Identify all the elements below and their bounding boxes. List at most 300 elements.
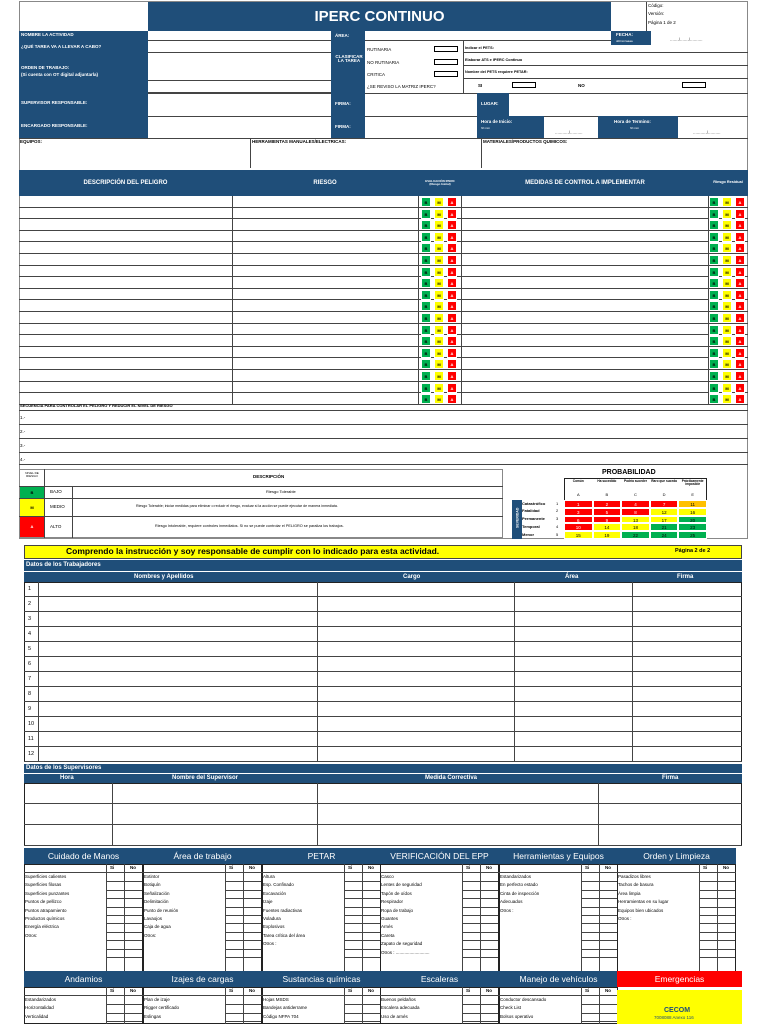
no-checkbox[interactable]: [600, 899, 616, 906]
si-checkbox[interactable]: [107, 949, 123, 956]
si-checkbox[interactable]: [463, 932, 479, 939]
si-checkbox[interactable]: [700, 932, 716, 939]
no-checkbox[interactable]: [244, 941, 260, 948]
eval-b-chip[interactable]: B: [421, 209, 431, 219]
eval-m-chip[interactable]: M: [434, 301, 444, 311]
no-checkbox[interactable]: [600, 1013, 616, 1020]
no-checkbox[interactable]: [125, 924, 141, 931]
si-checkbox[interactable]: [700, 899, 716, 906]
no-checkbox[interactable]: [481, 924, 497, 931]
si-checkbox[interactable]: [463, 882, 479, 889]
no-checkbox[interactable]: [363, 916, 379, 923]
eval-b-chip[interactable]: B: [421, 359, 431, 369]
worker-row[interactable]: [24, 672, 742, 687]
step-2[interactable]: 2.-: [20, 429, 26, 434]
si-checkbox[interactable]: [582, 924, 598, 931]
hazard-row[interactable]: [19, 277, 748, 289]
residual-m-chip[interactable]: M: [722, 267, 732, 277]
si-checkbox[interactable]: [107, 941, 123, 948]
eval-b-chip[interactable]: B: [421, 197, 431, 207]
residual-a-chip[interactable]: A: [735, 197, 745, 207]
no-checkbox[interactable]: [244, 924, 260, 931]
residual-b-chip[interactable]: B: [709, 267, 719, 277]
residual-a-chip[interactable]: A: [735, 220, 745, 230]
no-checkbox[interactable]: [363, 1013, 379, 1020]
no-checkbox[interactable]: [600, 882, 616, 889]
no-checkbox[interactable]: [363, 997, 379, 1004]
si-checkbox[interactable]: [107, 916, 123, 923]
no-checkbox[interactable]: [363, 899, 379, 906]
no-checkbox[interactable]: [481, 997, 497, 1004]
no-checkbox[interactable]: [363, 882, 379, 889]
eval-a-chip[interactable]: A: [447, 313, 457, 323]
no-checkbox[interactable]: [125, 907, 141, 914]
matriz-si-checkbox[interactable]: [512, 82, 536, 88]
no-checkbox[interactable]: [481, 916, 497, 923]
nombre-actividad-field[interactable]: [148, 31, 331, 41]
residual-a-chip[interactable]: A: [735, 348, 745, 358]
residual-b-chip[interactable]: B: [709, 209, 719, 219]
worker-row[interactable]: [24, 747, 742, 762]
no-checkbox[interactable]: [244, 932, 260, 939]
no-checkbox[interactable]: [125, 941, 141, 948]
hazard-row[interactable]: [19, 231, 748, 243]
worker-row[interactable]: [24, 657, 742, 672]
si-checkbox[interactable]: [700, 949, 716, 956]
no-checkbox[interactable]: [481, 882, 497, 889]
si-checkbox[interactable]: [463, 924, 479, 931]
si-checkbox[interactable]: [463, 949, 479, 956]
no-checkbox[interactable]: [244, 874, 260, 881]
si-checkbox[interactable]: [226, 874, 242, 881]
si-checkbox[interactable]: [345, 882, 361, 889]
no-checkbox[interactable]: [600, 949, 616, 956]
hazard-row[interactable]: [19, 196, 748, 208]
eval-b-chip[interactable]: B: [421, 220, 431, 230]
si-checkbox[interactable]: [107, 924, 123, 931]
eval-a-chip[interactable]: A: [447, 209, 457, 219]
si-checkbox[interactable]: [345, 916, 361, 923]
eval-a-chip[interactable]: A: [447, 383, 457, 393]
residual-m-chip[interactable]: M: [722, 197, 732, 207]
worker-row[interactable]: [24, 687, 742, 702]
residual-b-chip[interactable]: B: [709, 359, 719, 369]
critica-checkbox[interactable]: [434, 71, 458, 77]
si-checkbox[interactable]: [463, 907, 479, 914]
residual-a-chip[interactable]: A: [735, 232, 745, 242]
no-checkbox[interactable]: [125, 932, 141, 939]
no-checkbox[interactable]: [600, 916, 616, 923]
residual-a-chip[interactable]: A: [735, 336, 745, 346]
eval-m-chip[interactable]: M: [434, 313, 444, 323]
matriz-no-checkbox[interactable]: [682, 82, 706, 88]
residual-b-chip[interactable]: B: [709, 197, 719, 207]
no-checkbox[interactable]: [244, 899, 260, 906]
hora-termino-field[interactable]: .........../..........: [693, 130, 721, 135]
worker-row[interactable]: [24, 612, 742, 627]
si-checkbox[interactable]: [226, 1005, 242, 1012]
eval-a-chip[interactable]: A: [447, 325, 457, 335]
si-checkbox[interactable]: [582, 941, 598, 948]
eval-m-chip[interactable]: M: [434, 371, 444, 381]
si-checkbox[interactable]: [226, 907, 242, 914]
no-checkbox[interactable]: [363, 949, 379, 956]
no-checkbox[interactable]: [125, 890, 141, 897]
eval-b-chip[interactable]: B: [421, 336, 431, 346]
hazard-row[interactable]: [19, 254, 748, 266]
no-checkbox[interactable]: [600, 1005, 616, 1012]
residual-b-chip[interactable]: B: [709, 232, 719, 242]
eval-m-chip[interactable]: M: [434, 383, 444, 393]
eval-m-chip[interactable]: M: [434, 348, 444, 358]
si-checkbox[interactable]: [107, 899, 123, 906]
residual-m-chip[interactable]: M: [722, 301, 732, 311]
hazard-row[interactable]: [19, 370, 748, 382]
si-checkbox[interactable]: [107, 1013, 123, 1020]
si-checkbox[interactable]: [582, 907, 598, 914]
residual-b-chip[interactable]: B: [709, 371, 719, 381]
no-checkbox[interactable]: [481, 890, 497, 897]
residual-m-chip[interactable]: M: [722, 243, 732, 253]
eval-a-chip[interactable]: A: [447, 197, 457, 207]
si-checkbox[interactable]: [700, 907, 716, 914]
no-checkbox[interactable]: [125, 949, 141, 956]
si-checkbox[interactable]: [463, 916, 479, 923]
hazard-row[interactable]: [19, 312, 748, 324]
no-checkbox[interactable]: [244, 890, 260, 897]
residual-m-chip[interactable]: M: [722, 394, 732, 404]
residual-b-chip[interactable]: B: [709, 255, 719, 265]
worker-row[interactable]: [24, 717, 742, 732]
si-checkbox[interactable]: [345, 1005, 361, 1012]
eval-m-chip[interactable]: M: [434, 255, 444, 265]
no-checkbox[interactable]: [600, 890, 616, 897]
no-rutinaria-checkbox[interactable]: [434, 59, 458, 65]
tarea-field[interactable]: [148, 41, 331, 93]
eval-a-chip[interactable]: A: [447, 359, 457, 369]
residual-a-chip[interactable]: A: [735, 301, 745, 311]
residual-a-chip[interactable]: A: [735, 383, 745, 393]
no-checkbox[interactable]: [244, 949, 260, 956]
si-checkbox[interactable]: [345, 924, 361, 931]
residual-b-chip[interactable]: B: [709, 383, 719, 393]
eval-b-chip[interactable]: B: [421, 325, 431, 335]
si-checkbox[interactable]: [345, 874, 361, 881]
eval-m-chip[interactable]: M: [434, 209, 444, 219]
eval-a-chip[interactable]: A: [447, 290, 457, 300]
no-checkbox[interactable]: [363, 924, 379, 931]
si-checkbox[interactable]: [345, 932, 361, 939]
no-checkbox[interactable]: [125, 1013, 141, 1020]
residual-b-chip[interactable]: B: [709, 394, 719, 404]
hazard-row[interactable]: [19, 300, 748, 312]
residual-m-chip[interactable]: M: [722, 371, 732, 381]
no-checkbox[interactable]: [600, 907, 616, 914]
no-checkbox[interactable]: [125, 916, 141, 923]
hazard-row[interactable]: [19, 335, 748, 347]
si-checkbox[interactable]: [582, 997, 598, 1004]
no-checkbox[interactable]: [718, 882, 734, 889]
eval-b-chip[interactable]: B: [421, 313, 431, 323]
no-checkbox[interactable]: [718, 949, 734, 956]
hazard-row[interactable]: [19, 208, 748, 220]
residual-a-chip[interactable]: A: [735, 255, 745, 265]
no-checkbox[interactable]: [244, 907, 260, 914]
si-checkbox[interactable]: [345, 941, 361, 948]
si-checkbox[interactable]: [107, 1005, 123, 1012]
eval-a-chip[interactable]: A: [447, 348, 457, 358]
residual-m-chip[interactable]: M: [722, 336, 732, 346]
residual-a-chip[interactable]: A: [735, 371, 745, 381]
residual-m-chip[interactable]: M: [722, 348, 732, 358]
si-checkbox[interactable]: [107, 874, 123, 881]
si-checkbox[interactable]: [582, 874, 598, 881]
si-checkbox[interactable]: [226, 916, 242, 923]
residual-b-chip[interactable]: B: [709, 325, 719, 335]
no-checkbox[interactable]: [718, 924, 734, 931]
step-3[interactable]: 3.-: [20, 443, 26, 448]
si-checkbox[interactable]: [463, 997, 479, 1004]
no-checkbox[interactable]: [481, 1013, 497, 1020]
residual-m-chip[interactable]: M: [722, 290, 732, 300]
eval-a-chip[interactable]: A: [447, 301, 457, 311]
residual-a-chip[interactable]: A: [735, 394, 745, 404]
supervisor-row[interactable]: [24, 783, 742, 804]
residual-a-chip[interactable]: A: [735, 209, 745, 219]
hazard-row[interactable]: [19, 266, 748, 278]
worker-row[interactable]: [24, 582, 742, 597]
eval-m-chip[interactable]: M: [434, 278, 444, 288]
no-checkbox[interactable]: [363, 890, 379, 897]
no-checkbox[interactable]: [481, 941, 497, 948]
si-checkbox[interactable]: [226, 924, 242, 931]
no-checkbox[interactable]: [600, 924, 616, 931]
si-checkbox[interactable]: [582, 932, 598, 939]
si-checkbox[interactable]: [463, 941, 479, 948]
no-checkbox[interactable]: [125, 1005, 141, 1012]
si-checkbox[interactable]: [463, 899, 479, 906]
si-checkbox[interactable]: [463, 1013, 479, 1020]
si-checkbox[interactable]: [582, 899, 598, 906]
eval-b-chip[interactable]: B: [421, 232, 431, 242]
residual-m-chip[interactable]: M: [722, 209, 732, 219]
si-checkbox[interactable]: [700, 924, 716, 931]
residual-m-chip[interactable]: M: [722, 383, 732, 393]
no-checkbox[interactable]: [718, 916, 734, 923]
residual-b-chip[interactable]: B: [709, 290, 719, 300]
residual-m-chip[interactable]: M: [722, 313, 732, 323]
no-checkbox[interactable]: [125, 882, 141, 889]
residual-b-chip[interactable]: B: [709, 301, 719, 311]
worker-row[interactable]: [24, 732, 742, 747]
eval-a-chip[interactable]: A: [447, 336, 457, 346]
no-checkbox[interactable]: [481, 932, 497, 939]
no-checkbox[interactable]: [600, 874, 616, 881]
si-checkbox[interactable]: [226, 949, 242, 956]
supervisor-row[interactable]: [24, 825, 742, 846]
si-checkbox[interactable]: [700, 890, 716, 897]
eval-a-chip[interactable]: A: [447, 220, 457, 230]
eval-b-chip[interactable]: B: [421, 383, 431, 393]
residual-m-chip[interactable]: M: [722, 325, 732, 335]
no-checkbox[interactable]: [718, 907, 734, 914]
hazard-row[interactable]: [19, 324, 748, 336]
step-4[interactable]: 4.-: [20, 457, 26, 462]
hazard-row[interactable]: [19, 347, 748, 359]
hazard-row[interactable]: [19, 289, 748, 301]
eval-a-chip[interactable]: A: [447, 255, 457, 265]
eval-m-chip[interactable]: M: [434, 267, 444, 277]
residual-a-chip[interactable]: A: [735, 313, 745, 323]
residual-a-chip[interactable]: A: [735, 243, 745, 253]
si-checkbox[interactable]: [582, 882, 598, 889]
no-checkbox[interactable]: [244, 916, 260, 923]
eval-a-chip[interactable]: A: [447, 278, 457, 288]
si-checkbox[interactable]: [582, 1005, 598, 1012]
si-checkbox[interactable]: [107, 907, 123, 914]
eval-a-chip[interactable]: A: [447, 371, 457, 381]
residual-m-chip[interactable]: M: [722, 359, 732, 369]
si-checkbox[interactable]: [700, 874, 716, 881]
worker-row[interactable]: [24, 627, 742, 642]
residual-a-chip[interactable]: A: [735, 267, 745, 277]
eval-m-chip[interactable]: M: [434, 290, 444, 300]
supervisor-row[interactable]: [24, 804, 742, 825]
no-checkbox[interactable]: [481, 1005, 497, 1012]
residual-a-chip[interactable]: A: [735, 278, 745, 288]
si-checkbox[interactable]: [226, 941, 242, 948]
no-checkbox[interactable]: [481, 949, 497, 956]
eval-a-chip[interactable]: A: [447, 267, 457, 277]
si-checkbox[interactable]: [345, 890, 361, 897]
no-checkbox[interactable]: [244, 1013, 260, 1020]
residual-a-chip[interactable]: A: [735, 290, 745, 300]
eval-m-chip[interactable]: M: [434, 359, 444, 369]
residual-a-chip[interactable]: A: [735, 325, 745, 335]
no-checkbox[interactable]: [244, 882, 260, 889]
no-checkbox[interactable]: [481, 907, 497, 914]
residual-a-chip[interactable]: A: [735, 359, 745, 369]
eval-m-chip[interactable]: M: [434, 394, 444, 404]
worker-row[interactable]: [24, 702, 742, 717]
residual-b-chip[interactable]: B: [709, 243, 719, 253]
no-checkbox[interactable]: [244, 997, 260, 1004]
hazard-row[interactable]: [19, 382, 748, 394]
si-checkbox[interactable]: [226, 899, 242, 906]
no-checkbox[interactable]: [363, 907, 379, 914]
eval-a-chip[interactable]: A: [447, 232, 457, 242]
si-checkbox[interactable]: [226, 1013, 242, 1020]
eval-b-chip[interactable]: B: [421, 290, 431, 300]
no-checkbox[interactable]: [125, 899, 141, 906]
si-checkbox[interactable]: [463, 890, 479, 897]
residual-b-chip[interactable]: B: [709, 220, 719, 230]
si-checkbox[interactable]: [463, 874, 479, 881]
residual-b-chip[interactable]: B: [709, 348, 719, 358]
no-checkbox[interactable]: [718, 899, 734, 906]
si-checkbox[interactable]: [345, 997, 361, 1004]
eval-m-chip[interactable]: M: [434, 336, 444, 346]
residual-b-chip[interactable]: B: [709, 278, 719, 288]
no-checkbox[interactable]: [363, 874, 379, 881]
area-field[interactable]: [365, 31, 611, 41]
eval-b-chip[interactable]: B: [421, 255, 431, 265]
no-checkbox[interactable]: [600, 941, 616, 948]
no-checkbox[interactable]: [481, 874, 497, 881]
si-checkbox[interactable]: [700, 941, 716, 948]
si-checkbox[interactable]: [226, 932, 242, 939]
rutinaria-checkbox[interactable]: [434, 46, 458, 52]
supervisor-field[interactable]: [148, 93, 331, 116]
si-checkbox[interactable]: [226, 890, 242, 897]
no-checkbox[interactable]: [718, 941, 734, 948]
no-checkbox[interactable]: [600, 932, 616, 939]
no-checkbox[interactable]: [363, 1005, 379, 1012]
fecha-field[interactable]: ......./......./..........: [670, 37, 703, 42]
no-checkbox[interactable]: [481, 899, 497, 906]
si-checkbox[interactable]: [700, 916, 716, 923]
eval-m-chip[interactable]: M: [434, 325, 444, 335]
no-checkbox[interactable]: [600, 997, 616, 1004]
eval-m-chip[interactable]: M: [434, 232, 444, 242]
si-checkbox[interactable]: [107, 890, 123, 897]
eval-b-chip[interactable]: B: [421, 371, 431, 381]
no-checkbox[interactable]: [718, 874, 734, 881]
step-1[interactable]: 1.-: [20, 415, 26, 420]
residual-m-chip[interactable]: M: [722, 255, 732, 265]
eval-a-chip[interactable]: A: [447, 243, 457, 253]
si-checkbox[interactable]: [345, 1013, 361, 1020]
si-checkbox[interactable]: [582, 916, 598, 923]
si-checkbox[interactable]: [107, 997, 123, 1004]
hazard-row[interactable]: [19, 242, 748, 254]
si-checkbox[interactable]: [345, 949, 361, 956]
eval-b-chip[interactable]: B: [421, 348, 431, 358]
hazard-row[interactable]: [19, 219, 748, 231]
si-checkbox[interactable]: [345, 899, 361, 906]
residual-m-chip[interactable]: M: [722, 232, 732, 242]
no-checkbox[interactable]: [363, 941, 379, 948]
si-checkbox[interactable]: [582, 949, 598, 956]
si-checkbox[interactable]: [226, 997, 242, 1004]
eval-a-chip[interactable]: A: [447, 394, 457, 404]
eval-b-chip[interactable]: B: [421, 278, 431, 288]
eval-b-chip[interactable]: B: [421, 243, 431, 253]
hazard-row[interactable]: [19, 358, 748, 370]
si-checkbox[interactable]: [107, 882, 123, 889]
si-checkbox[interactable]: [582, 1013, 598, 1020]
lugar-field[interactable]: [509, 93, 748, 116]
worker-row[interactable]: [24, 642, 742, 657]
si-checkbox[interactable]: [700, 882, 716, 889]
si-checkbox[interactable]: [345, 907, 361, 914]
firma-supervisor-field[interactable]: [365, 93, 477, 116]
eval-m-chip[interactable]: M: [434, 220, 444, 230]
no-checkbox[interactable]: [718, 890, 734, 897]
eval-b-chip[interactable]: B: [421, 267, 431, 277]
hora-inicio-field[interactable]: .........../..........: [555, 130, 583, 135]
residual-m-chip[interactable]: M: [722, 278, 732, 288]
no-checkbox[interactable]: [718, 932, 734, 939]
no-checkbox[interactable]: [125, 874, 141, 881]
si-checkbox[interactable]: [226, 882, 242, 889]
eval-m-chip[interactable]: M: [434, 197, 444, 207]
eval-m-chip[interactable]: M: [434, 243, 444, 253]
residual-m-chip[interactable]: M: [722, 220, 732, 230]
residual-b-chip[interactable]: B: [709, 313, 719, 323]
worker-row[interactable]: [24, 597, 742, 612]
residual-b-chip[interactable]: B: [709, 336, 719, 346]
